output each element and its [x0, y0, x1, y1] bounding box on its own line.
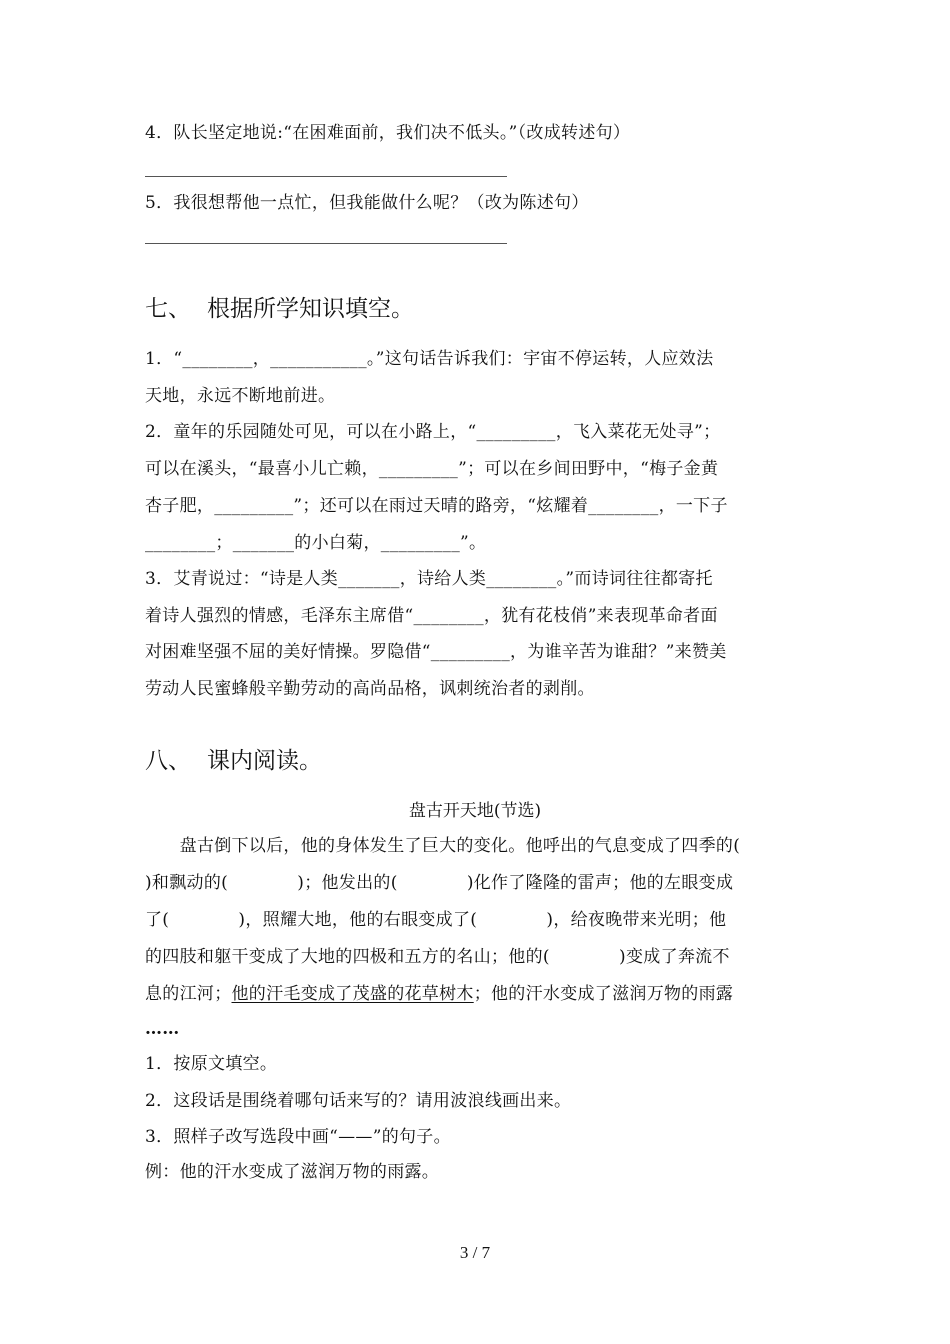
answer-line-5[interactable] [145, 243, 507, 244]
s7-line: 1．“________，___________。”这句话告诉我们：宇宙不停运转，人应效法 [145, 349, 714, 369]
section-8-number: 八、 [145, 748, 191, 774]
question-4: 4．队长坚定地说:“在困难面前，我们决不低头。”（改成转述句） [145, 123, 631, 143]
page-number: 3 / 7 [459, 1243, 491, 1262]
passage-line: )和飘动的( )；他发出的( )化作了隆隆的雷声；他的左眼变成 [145, 873, 734, 893]
s8-question: 2．这段话是围绕着哪句话来写的？请用波浪线画出来。 [145, 1091, 572, 1111]
s7-line: 3．艾青说过：“诗是人类_______，诗给人类________。”而诗词往往都寄托 [145, 569, 713, 589]
section-7-heading [145, 294, 414, 324]
s7-line: 着诗人强烈的情感，毛泽东主席借“________，犹有花枝俏”来表现革命者面 [145, 606, 718, 626]
s8-question: 3．照样子改写选段中画“——”的句子。 [145, 1127, 451, 1147]
s7-line: 劳动人民蜜蜂般辛勤劳动的高尚品格，讽刺统治者的剥削。 [145, 679, 595, 699]
question-5: 5．我很想帮他一点忙，但我能做什么呢？（改为陈述句） [145, 193, 589, 213]
s7-line: 2．童年的乐园随处可见，可以在小路上，“_________，飞入菜花无处寻”； [145, 422, 721, 442]
passage-line: 了( )，照耀大地，他的右眼变成了( )，给夜晚带来光明；他 [145, 910, 727, 930]
s7-line: 天地，永远不断地前进。 [145, 386, 336, 406]
passage-line-5 [145, 983, 733, 1005]
underlined-sentence: 他的汗毛变成了茂盛的花草树木 [231, 984, 474, 1004]
passage-ellipsis: …… [145, 1019, 180, 1039]
passage-line: 盘古倒下以后，他的身体发生了巨大的变化。他呼出的气息变成了四季的( [145, 836, 741, 856]
section-7-title: 根据所学知识填空。 [207, 296, 414, 322]
s7-line: 对困难坚强不屈的美好情操。罗隐借“_________，为谁辛苦为谁甜？”来赞美 [145, 642, 727, 662]
section-8-title: 课内阅读。 [207, 748, 322, 774]
section-7-number: 七、 [145, 296, 191, 322]
section-8-heading [145, 746, 322, 776]
s7-line: ________；_______的小白菊，_________”。 [145, 533, 487, 553]
passage-text: ；他的汗水变成了滋润万物的雨露 [473, 984, 734, 1004]
s7-line: 可以在溪头，“最喜小儿亡赖，_________”；可以在乡间田野中，“梅子金黄 [145, 459, 719, 479]
passage-title: 盘古开天地(节选) [408, 801, 542, 821]
s8-example: 例：他的汗水变成了滋润万物的雨露。 [145, 1162, 440, 1182]
passage-line: 的四肢和躯干变成了大地的四极和五方的名山；他的( )变成了奔流不 [145, 947, 730, 967]
answer-line-4[interactable] [145, 176, 507, 177]
s7-line: 杏子肥，_________”；还可以在雨过天晴的路旁，“炫耀着________，一下子 [145, 496, 728, 516]
passage-text: 息的江河； [145, 984, 232, 1004]
s8-question: 1．按原文填空。 [145, 1054, 278, 1074]
